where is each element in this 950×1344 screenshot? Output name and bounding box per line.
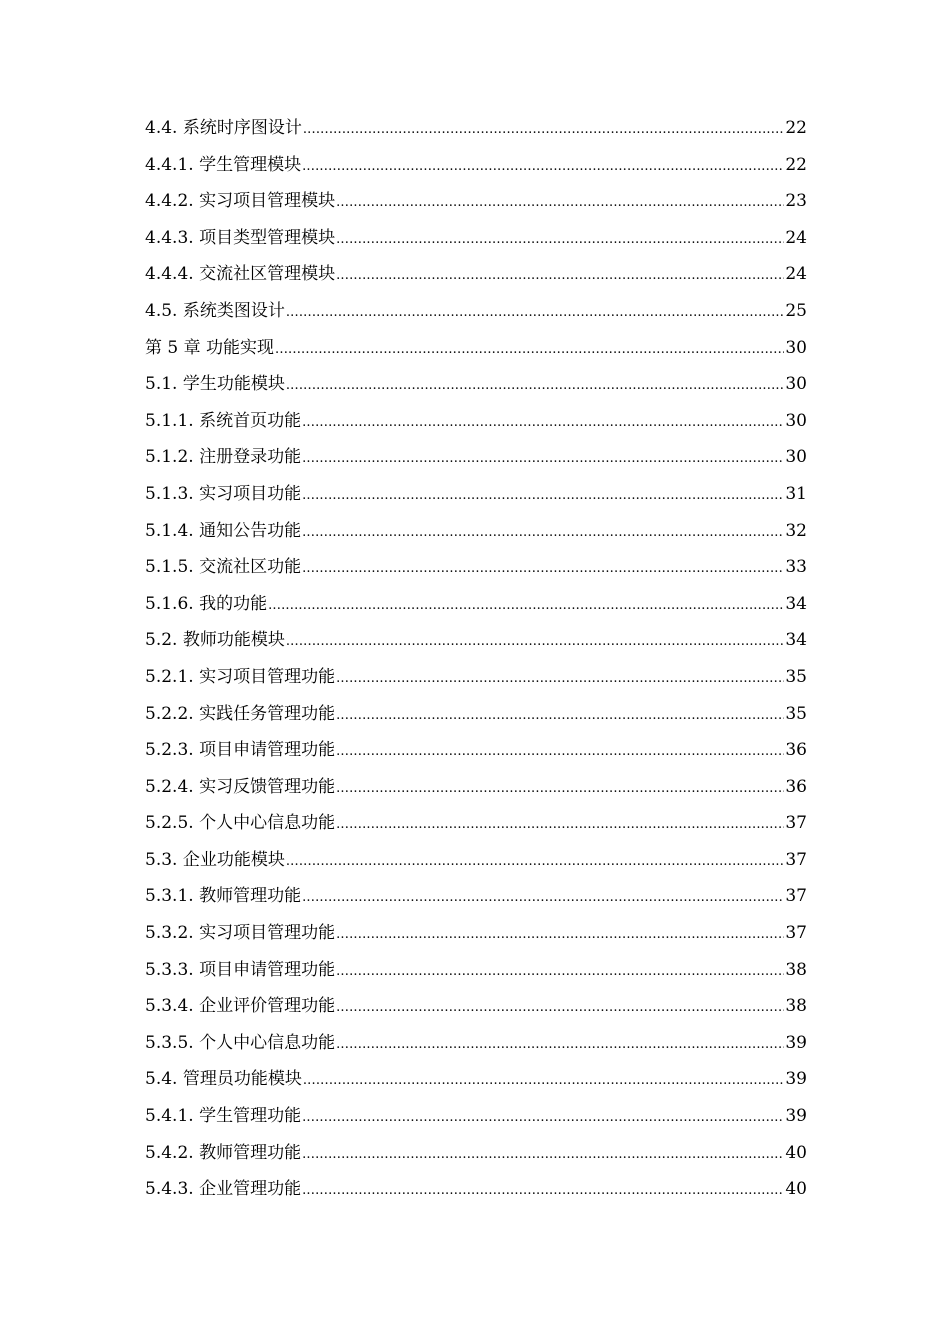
toc-dot-leader: [336, 222, 784, 259]
toc-dot-leader: [286, 844, 785, 881]
toc-entry-label: 5.1.6. 我的功能: [145, 593, 268, 614]
toc-entry[interactable]: [145, 220, 807, 257]
toc-entry[interactable]: [145, 183, 807, 220]
toc-entry[interactable]: [145, 330, 807, 367]
toc-dot-leader: [302, 515, 784, 552]
toc-dot-leader: [286, 295, 785, 332]
toc-entry-label: 4.4. 系统时序图设计: [145, 118, 302, 138]
toc-dot-leader: [268, 588, 784, 625]
toc-entry[interactable]: [145, 256, 807, 293]
toc-entry-label: 5.1.4. 通知公告功能: [145, 520, 302, 541]
toc-entry-page-number: 25: [785, 300, 807, 321]
toc-entry[interactable]: [145, 622, 807, 659]
toc-entry[interactable]: [145, 439, 807, 476]
toc-dot-leader: [302, 880, 784, 917]
toc-entry-page-number: 39: [785, 1032, 807, 1053]
toc-entry-page-number: 38: [785, 996, 807, 1017]
toc-entry-page-number: 37: [785, 923, 807, 944]
toc-entry-page-number: 37: [785, 849, 807, 870]
toc-entry-page-number: 39: [785, 1106, 807, 1127]
toc-entry-page-number: 37: [785, 813, 807, 834]
toc-entry[interactable]: [145, 1025, 807, 1062]
toc-dot-leader: [302, 478, 784, 515]
toc-dot-leader: [336, 807, 784, 844]
toc-entry-page-number: 34: [785, 630, 807, 651]
toc-dot-leader: [275, 332, 784, 369]
toc-entry[interactable]: [145, 915, 807, 952]
toc-entry-page-number: 36: [785, 776, 807, 797]
toc-entry[interactable]: [145, 1135, 807, 1172]
toc-entry-label: 5.3.1. 教师管理功能: [145, 886, 302, 907]
toc-entry-page-number: 37: [785, 886, 807, 907]
toc-dot-leader: [286, 624, 785, 661]
toc-entry-label: 5.2.5. 个人中心信息功能: [145, 813, 336, 834]
toc-entry-label: 4.4.1. 学生管理模块: [145, 154, 302, 175]
toc-entry[interactable]: [145, 659, 807, 696]
toc-dot-leader: [303, 1063, 785, 1100]
toc-entry-label: 5.4.2. 教师管理功能: [145, 1142, 302, 1163]
toc-dot-leader: [336, 258, 784, 295]
toc-entry[interactable]: [145, 732, 807, 769]
toc-dot-leader: [336, 954, 784, 991]
toc-entry-label: 5.1.2. 注册登录功能: [145, 447, 302, 468]
toc-entry-page-number: 30: [785, 374, 807, 395]
toc-entry[interactable]: [145, 805, 807, 842]
toc-entry-page-number: 40: [785, 1179, 807, 1200]
toc-entry-label: 5.3.4. 企业评价管理功能: [145, 996, 336, 1017]
toc-entry[interactable]: [145, 586, 807, 623]
toc-dot-leader: [336, 734, 784, 771]
toc-dot-leader: [336, 771, 784, 808]
toc-dot-leader: [303, 112, 785, 149]
toc-entry-page-number: 38: [785, 959, 807, 980]
toc-entry-label: 5.1.3. 实习项目功能: [145, 483, 302, 504]
toc-entry-page-number: 30: [785, 337, 807, 358]
toc-dot-leader: [302, 1100, 784, 1137]
toc-dot-leader: [302, 1137, 784, 1174]
toc-entry-label: 4.4.4. 交流社区管理模块: [145, 264, 336, 285]
toc-entry-page-number: 40: [785, 1142, 807, 1163]
toc-entry-page-number: 36: [785, 740, 807, 761]
toc-entry-label: 5.4.3. 企业管理功能: [145, 1179, 302, 1200]
toc-entry-page-number: 35: [785, 666, 807, 687]
toc-entry-page-number: 24: [785, 264, 807, 285]
toc-entry-label: 5.3. 企业功能模块: [145, 849, 285, 870]
toc-entry-label: 4.4.3. 项目类型管理模块: [145, 227, 336, 248]
toc-entry-label: 5.3.3. 项目申请管理功能: [145, 959, 336, 980]
toc-entry-label: 5.1.1. 系统首页功能: [145, 410, 302, 431]
toc-entry-page-number: 22: [785, 154, 807, 175]
toc-dot-leader: [336, 185, 784, 222]
toc-entry-page-number: 24: [785, 227, 807, 248]
toc-dot-leader: [336, 661, 784, 698]
toc-entry-label: 5.2.3. 项目申请管理功能: [145, 740, 336, 761]
toc-entry-page-number: 34: [785, 593, 807, 614]
toc-entry[interactable]: [145, 293, 807, 330]
toc-entry-label: 5.3.5. 个人中心信息功能: [145, 1032, 336, 1053]
toc-entry-page-number: 22: [785, 118, 807, 138]
toc-entry[interactable]: [145, 1171, 807, 1208]
toc-entry-page-number: 35: [785, 703, 807, 724]
toc-dot-leader: [336, 1027, 784, 1064]
toc-entry[interactable]: [145, 110, 807, 147]
toc-dot-leader: [302, 441, 784, 478]
toc-entry-page-number: 33: [785, 557, 807, 578]
toc-entry-label: 5.2.2. 实践任务管理功能: [145, 703, 336, 724]
toc-entry-label: 4.5. 系统类图设计: [145, 300, 285, 321]
toc-entry-page-number: 23: [785, 191, 807, 212]
toc-entry[interactable]: [145, 513, 807, 550]
toc-entry-page-number: 32: [785, 520, 807, 541]
toc-entry[interactable]: [145, 403, 807, 440]
toc-entry[interactable]: [145, 366, 807, 403]
toc-entry-label: 5.4.1. 学生管理功能: [145, 1106, 302, 1127]
toc-dot-leader: [302, 1173, 784, 1210]
toc-entry[interactable]: [145, 147, 807, 184]
toc-entry[interactable]: [145, 696, 807, 733]
toc-entry-page-number: 31: [785, 483, 807, 504]
toc-entry-label: 5.3.2. 实习项目管理功能: [145, 923, 336, 944]
toc-entry[interactable]: [145, 769, 807, 806]
toc-entry-label: 5.2.4. 实习反馈管理功能: [145, 776, 336, 797]
toc-entry-page-number: 39: [785, 1069, 807, 1090]
toc-entry[interactable]: [145, 842, 807, 879]
toc-entry-label: 5.2. 教师功能模块: [145, 630, 285, 651]
toc-entry[interactable]: [145, 1098, 807, 1135]
toc-dot-leader: [286, 368, 785, 405]
toc-dot-leader: [336, 990, 784, 1027]
toc-entry[interactable]: [145, 878, 807, 915]
toc-entry[interactable]: [145, 1061, 807, 1098]
toc-dot-leader: [302, 551, 784, 588]
toc-entry-page-number: 30: [785, 447, 807, 468]
toc-entry-label: 5.1. 学生功能模块: [145, 374, 285, 395]
toc-entry-label: 5.4. 管理员功能模块: [145, 1069, 302, 1090]
toc-entry[interactable]: [145, 952, 807, 989]
toc-entry-label: 4.4.2. 实习项目管理模块: [145, 191, 336, 212]
toc-entry-label: 第 5 章 功能实现: [145, 337, 275, 358]
toc-dot-leader: [302, 405, 784, 442]
toc-dot-leader: [302, 149, 784, 186]
toc-entry-page-number: 30: [785, 410, 807, 431]
table-of-contents: [145, 110, 807, 1208]
toc-dot-leader: [336, 698, 784, 735]
toc-dot-leader: [336, 917, 784, 954]
toc-entry[interactable]: [145, 476, 807, 513]
toc-entry-label: 5.1.5. 交流社区功能: [145, 557, 302, 578]
toc-entry[interactable]: [145, 988, 807, 1025]
toc-entry-label: 5.2.1. 实习项目管理功能: [145, 666, 336, 687]
toc-entry[interactable]: [145, 549, 807, 586]
